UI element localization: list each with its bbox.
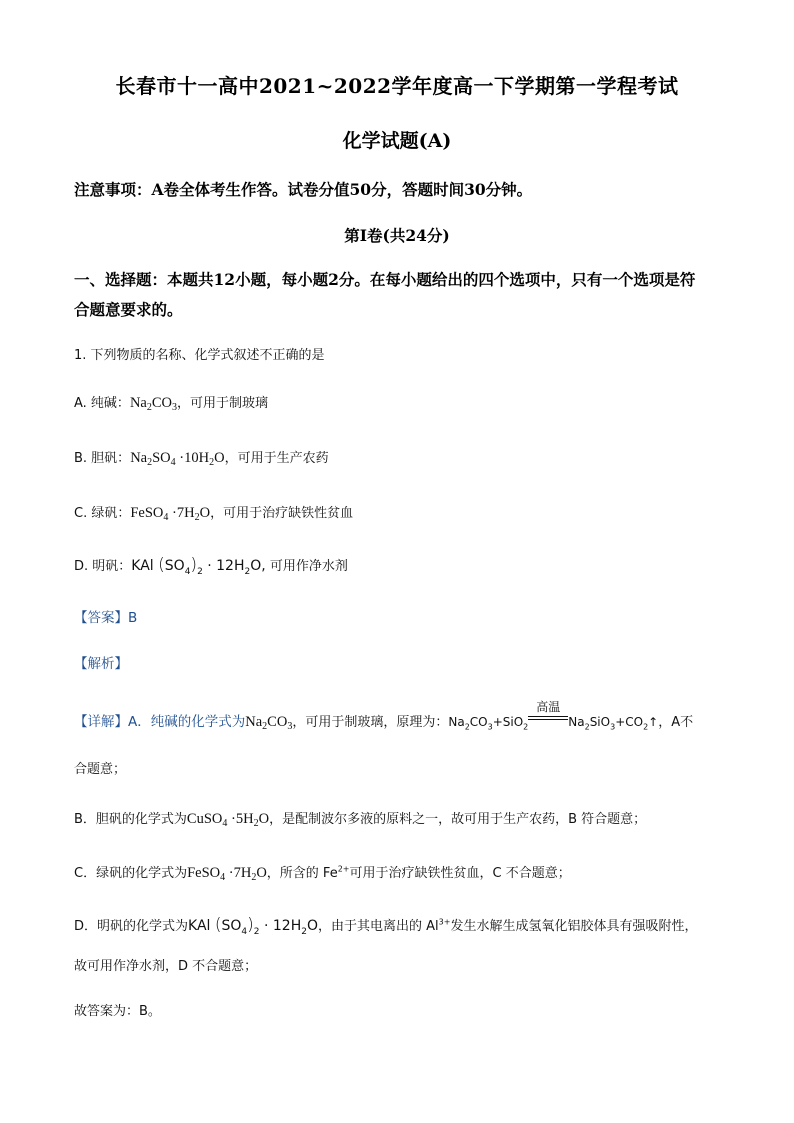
exam-title: 长春市十一高中2021~2022学年度高一下学期第一学程考试 (115, 74, 679, 98)
formula-kal-so4-2-12h2o-exp: KAl $(SO_4)_2 \cdot 12H_2O$ (188, 915, 318, 937)
explanation-b (74, 808, 646, 829)
question-1-stem: 1. 下列物质的名称、化学式叙述不正确的是 (74, 348, 325, 363)
explanation-d-mid: ，由于其电离出的 Al (318, 919, 439, 934)
fe-ion-charge: 2+ (337, 864, 350, 874)
formula-feso4-7h2o: FeSO$_4$ $\cdot 7H_2O$ (130, 505, 211, 523)
explanation-b-prefix: B．胆矾的化学式为 (74, 812, 187, 827)
explanation-a-mid: ，可用于制玻璃，原理为： (292, 715, 449, 730)
formula-na2co3-exp: $Na_2CO_3$ (245, 714, 293, 732)
explanation-c (74, 862, 571, 883)
al-ion-charge: 3+ (438, 917, 451, 927)
reaction-condition: 高温 (536, 700, 561, 714)
option-d-label: D. 明矾： (74, 559, 132, 574)
explanation-d-line2: 故可用作净水剂，D 不合题意； (74, 959, 258, 974)
formula-feso4-7h2o-exp: FeSO$_4$ $\cdot 7H_2O$ (187, 865, 267, 883)
exam-subtitle: 化学试题(A) (342, 130, 452, 152)
option-b-desc: ，可用于生产农药 (224, 451, 329, 466)
explanation-b-suffix: ，是配制波尔多液的原料之一，故可用于生产农药，B 符合题意； (269, 812, 647, 827)
reaction-right: $Na_2SiO_3+CO_2↑$ (568, 715, 659, 732)
answer-label: 【答案】 (74, 610, 128, 626)
explanation-c-prefix: C．绿矾的化学式为 (74, 866, 188, 881)
explanation-d (74, 915, 697, 937)
explanation-c-mid: ，所含的 Fe (266, 866, 338, 881)
reaction-left: $Na_2CO_3+SiO_2$ (448, 715, 529, 732)
option-b (74, 447, 329, 468)
part1-instructions-line2: 合题意要求的。 (74, 300, 183, 319)
conclusion: 故答案为：B。 (74, 1004, 161, 1019)
explanation-a (74, 700, 694, 732)
explanation-a-suffix: ，A不 (658, 715, 694, 730)
section-title: 第I卷(共24分) (344, 226, 450, 245)
option-d (74, 555, 348, 577)
option-d-desc: 可用作净水剂 (269, 559, 348, 574)
analysis-label: 【解析】 (74, 656, 128, 672)
explanation-a-prefix: 【详解】A．纯碱的化学式为 (74, 714, 246, 730)
notice-text: 注意事项：A卷全体考生作答。试卷分值50分，答题时间30分钟。 (74, 180, 533, 199)
explanation-c-suffix: 可用于治疗缺铁性贫血，C 不合题意； (349, 866, 571, 881)
part1-instructions-line1: 一、选择题：本题共12小题，每小题2分。在每小题给出的四个选项中，只有一个选项是符 (74, 270, 696, 289)
explanation-d-prefix: D．明矾的化学式为 (74, 919, 189, 934)
option-c-label: C. 绿矾： (74, 506, 131, 521)
formula-na2co3: $Na_2CO_3$ (129, 395, 178, 413)
option-c (74, 502, 353, 523)
option-a-label: A. 纯碱： (74, 396, 130, 411)
formula-cuso4-5h2o: CuSO$_4$ $\cdot 5H_2O$ (186, 811, 270, 829)
option-a (74, 392, 268, 413)
option-b-label: B. 胆矾： (74, 451, 131, 466)
reaction-condition-arrow (528, 700, 568, 728)
formula-na2so4-10h2o: $Na_2SO_4 \cdot 10H_2O$ (130, 450, 225, 468)
answer-line (74, 606, 137, 626)
option-c-desc: ，可用于治疗缺铁性贫血 (210, 506, 354, 521)
answer-value: B (128, 610, 138, 626)
formula-kal-so4-2-12h2o: KAl $(SO_4)_2 \cdot 12H_2O$, (131, 555, 266, 577)
option-a-desc: ，可用于制玻璃 (177, 396, 269, 411)
explanation-a-line2: 合题意； (74, 762, 127, 777)
explanation-d-suffix: 发生水解生成氢氧化铝胶体具有强吸附性， (450, 919, 698, 934)
